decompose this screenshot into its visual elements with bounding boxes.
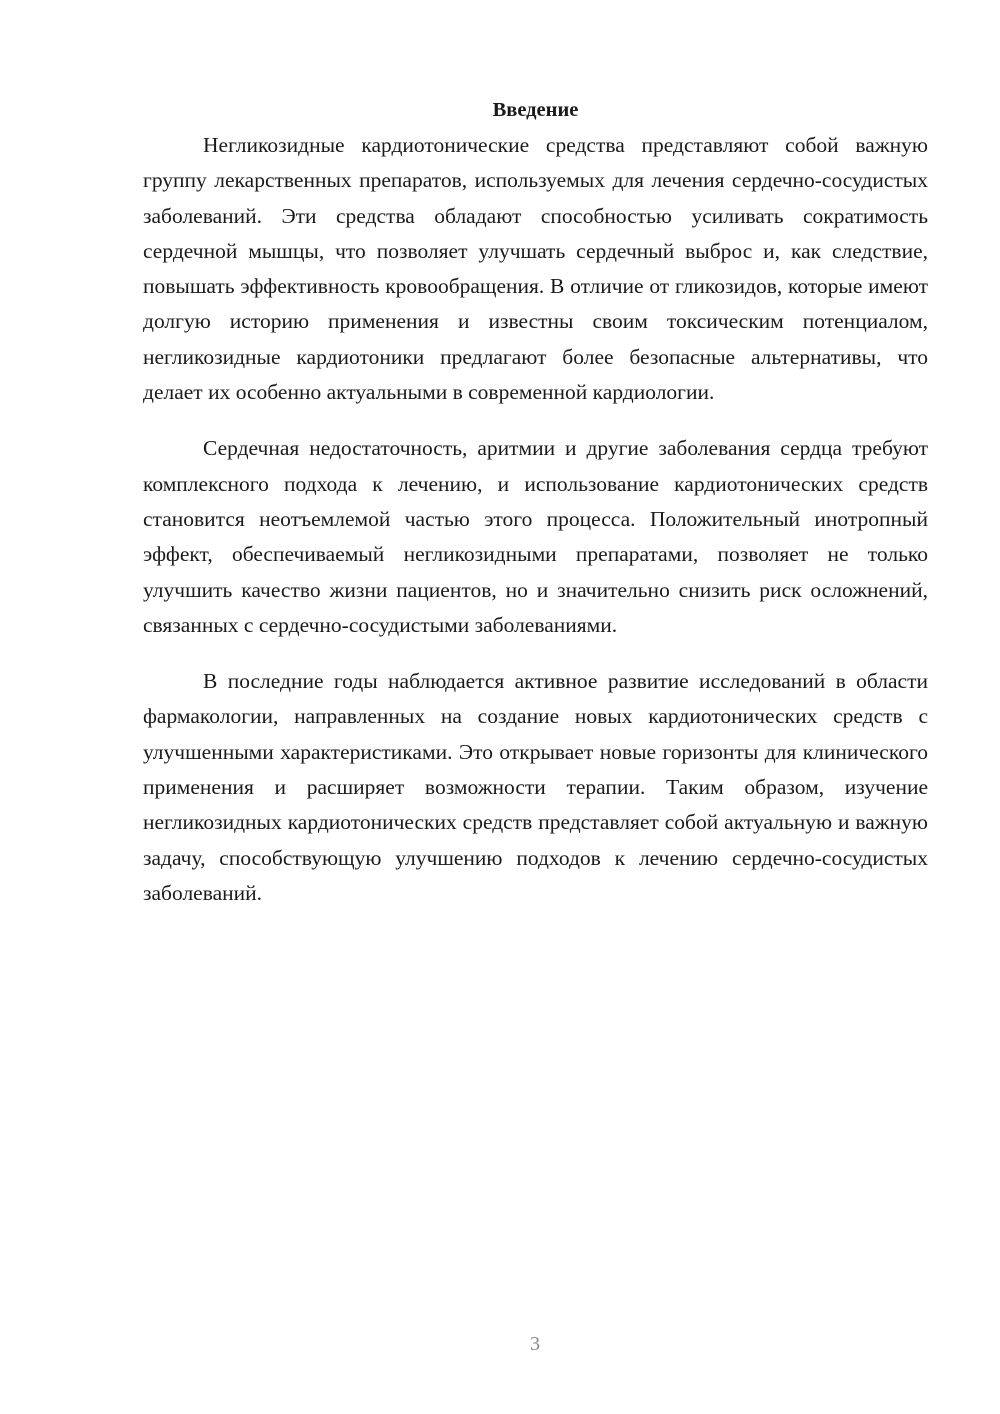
section-title: Введение [492, 99, 579, 121]
page-content [143, 93, 928, 932]
paragraph-2: Сердечная недостаточность, аритмии и другие заболевания сердца требуют комплексного подхода к лечению, и использование кардиотонических средств становится неотъемлемой частью этого процесса. Положительный инотропный эффект, обеспечиваемый негликозидными препаратами, позволяет не только улучшить качество жизни пациентов, но и значительно снизить риск осложнений, связанных с сердечно-сосудистыми заболеваниями. [143, 436, 928, 637]
page-number: 3 [530, 1333, 540, 1355]
paragraph-3: В последние годы наблюдается активное развитие исследований в области фармакологии, направленных на создание новых кардиотонических средств с улучшенными характеристиками. Это открывает новые горизонты для клинического применения и расширяет возможности терапии. Таким образом, изучение негликозидных кардиотонических средств представляет собой актуальную и важную задачу, способствующую улучшению подходов к лечению сердечно-сосудистых заболеваний. [143, 669, 928, 905]
paragraph-1: Негликозидные кардиотонические средства представляют собой важную группу лекарственных препаратов, используемых для лечения сердечно-сосудистых заболеваний. Эти средства обладают способностью усиливать сократимость сердечной мышцы, что позволяет улучшать сердечный выброс и, как следствие, повышать эффективность кровообращения. В отличие от гликозидов, которые имеют долгую историю применения и известны своим токсическим потенциалом, негликозидные кардиотоники предлагают более безопасные альтернативы, что делает их особенно актуальными в современной кардиологии. [143, 133, 928, 405]
